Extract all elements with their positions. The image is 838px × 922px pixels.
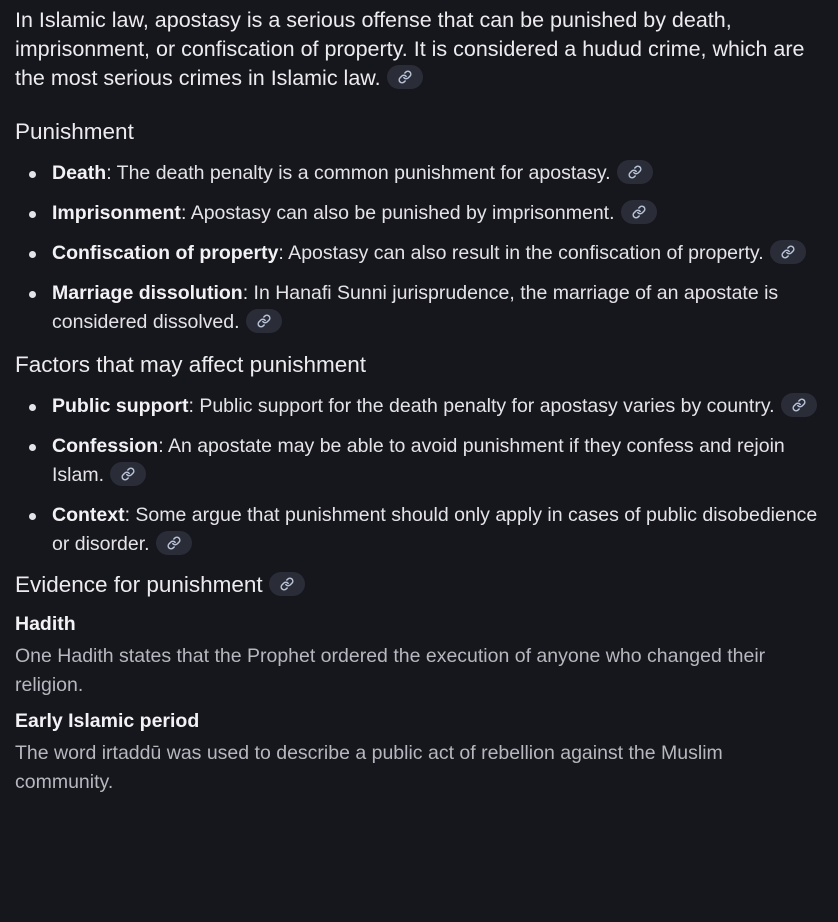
- intro-paragraph: [15, 6, 830, 93]
- section-heading-evidence: [15, 570, 838, 600]
- link-icon: [398, 70, 412, 84]
- list-item-text: : Apostasy can also result in the confiscation of property.: [278, 242, 764, 264]
- list-item: [15, 159, 830, 188]
- list-item-text: : Some argue that punishment should only apply in cases of public disobedience or disorder.: [52, 504, 818, 555]
- source-link-button[interactable]: [617, 160, 653, 184]
- list-item-term: Confession: [52, 435, 159, 457]
- link-icon: [167, 536, 181, 550]
- link-icon: [632, 205, 646, 219]
- source-link-button[interactable]: [621, 200, 657, 224]
- bullet: [29, 171, 36, 178]
- source-link-button[interactable]: [387, 65, 423, 89]
- source-link-button[interactable]: [156, 531, 192, 555]
- link-icon: [280, 577, 294, 591]
- early-islamic-period-paragraph: The word irtaddū was used to describe a public act of rebellion against the Muslim community.: [15, 742, 723, 793]
- list-item: [15, 501, 830, 559]
- bullet: [29, 444, 36, 451]
- hadith-paragraph: One Hadith states that the Prophet ordered the execution of anyone who changed their religion.: [15, 645, 766, 696]
- list-item-text: : An apostate may be able to avoid punishment if they confess and rejoin Islam.: [52, 435, 785, 486]
- punishment-list: [15, 159, 838, 337]
- link-icon: [781, 245, 795, 259]
- list-item-term: Marriage dissolution: [52, 282, 243, 304]
- source-link-button[interactable]: [781, 393, 817, 417]
- source-link-button[interactable]: [770, 240, 806, 264]
- bullet: [29, 291, 36, 298]
- list-item-text: : Public support for the death penalty for apostasy varies by country.: [188, 395, 775, 417]
- bullet: [29, 251, 36, 258]
- link-icon: [257, 314, 271, 328]
- subheading-early-islamic-period: Early Islamic period: [15, 710, 200, 732]
- bullet: [29, 513, 36, 520]
- list-item-term: Imprisonment: [52, 202, 181, 224]
- source-link-button[interactable]: [269, 572, 305, 596]
- list-item: [15, 432, 830, 490]
- list-item: [15, 279, 830, 337]
- list-item: [15, 199, 830, 228]
- list-item-term: Public support: [52, 395, 189, 417]
- intro-text: In Islamic law, apostasy is a serious offense that can be punished by death, imprisonment, or confiscation of property. It is considered a hudud crime, which are the most serious crimes in Islamic law.: [15, 8, 805, 90]
- list-item-text: : The death penalty is a common punishment for apostasy.: [106, 162, 611, 184]
- link-icon: [792, 398, 806, 412]
- list-item: [15, 392, 830, 421]
- link-icon: [121, 467, 135, 481]
- list-item-term: Death: [52, 162, 107, 184]
- subheading-hadith: Hadith: [15, 613, 76, 635]
- source-link-button[interactable]: [110, 462, 146, 486]
- list-item-term: Context: [52, 504, 125, 526]
- section-heading-factors: Factors that may affect punishment: [15, 352, 367, 377]
- list-item: [15, 239, 830, 268]
- bullet: [29, 404, 36, 411]
- bullet: [29, 211, 36, 218]
- list-item-text: : In Hanafi Sunni jurisprudence, the marriage of an apostate is considered dissolved.: [52, 282, 779, 333]
- list-item-term: Confiscation of property: [52, 242, 279, 264]
- factors-list: [15, 392, 838, 559]
- section-heading-evidence-text: Evidence for punishment: [15, 572, 263, 597]
- section-heading-punishment: Punishment: [15, 119, 134, 144]
- list-item-text: : Apostasy can also be punished by imprisonment.: [180, 202, 615, 224]
- link-icon: [628, 165, 642, 179]
- source-link-button[interactable]: [246, 309, 282, 333]
